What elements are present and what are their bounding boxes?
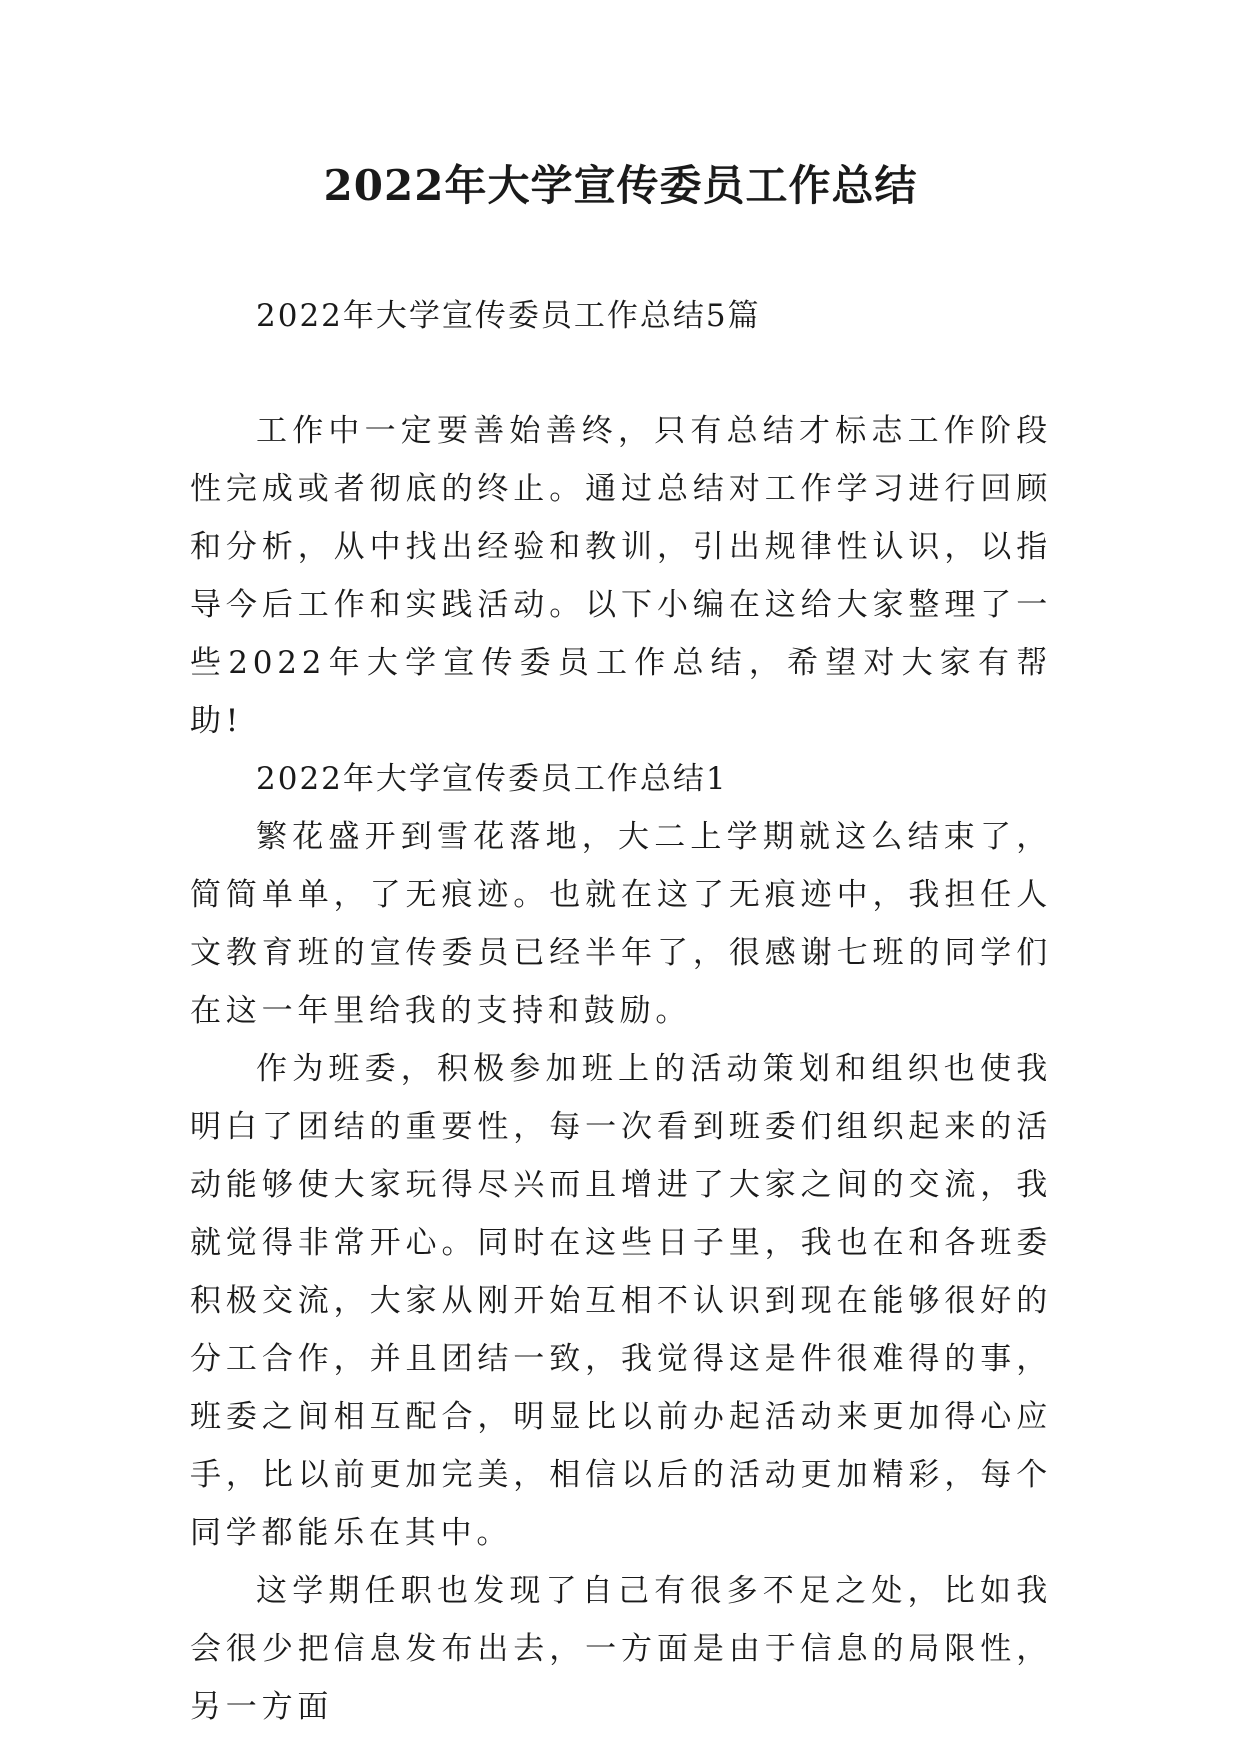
document-body	[190, 402, 1052, 1736]
body-paragraph: 繁花盛开到雪花落地，大二上学期就这么结束了，简简单单，了无痕迹。也就在这了无痕迹中，我担任人文教育班的宣传委员已经半年了，很感谢七班的同学们在这一年里给我的支持和鼓励。	[190, 819, 1052, 1029]
intro-paragraph: 工作中一定要善始善终，只有总结才标志工作阶段性完成或者彻底的终止。通过总结对工作学习进行回顾和分析，从中找出经验和教训，引出规律性认识，以指导今后工作和实践活动。以下小编在这给大家整理了一些2022年大学宣传委员工作总结，希望对大家有帮助!	[190, 413, 1052, 739]
body-paragraph: 这学期任职也发现了自己有很多不足之处，比如我会很少把信息发布出去，一方面是由于信息的局限性，另一方面	[190, 1573, 1052, 1725]
body-paragraph: 作为班委，积极参加班上的活动策划和组织也使我明白了团结的重要性，每一次看到班委们组织起来的活动能够使大家玩得尽兴而且增进了大家之间的交流，我就觉得非常开心。同时在这些日子里，我也在和各班委积极交流，大家从刚开始互相不认识到现在能够很好的分工合作，并且团结一致，我觉得这是件很难得的事，班委之间相互配合，明显比以前办起活动来更加得心应手，比以前更加完美，相信以后的活动更加精彩，每个同学都能乐在其中。	[190, 1051, 1052, 1551]
section-heading: 2022年大学宣传委员工作总结1	[256, 761, 728, 797]
document-subtitle: 2022年大学宣传委员工作总结5篇	[256, 298, 761, 334]
document-title: 2022年大学宣传委员工作总结	[323, 161, 918, 210]
